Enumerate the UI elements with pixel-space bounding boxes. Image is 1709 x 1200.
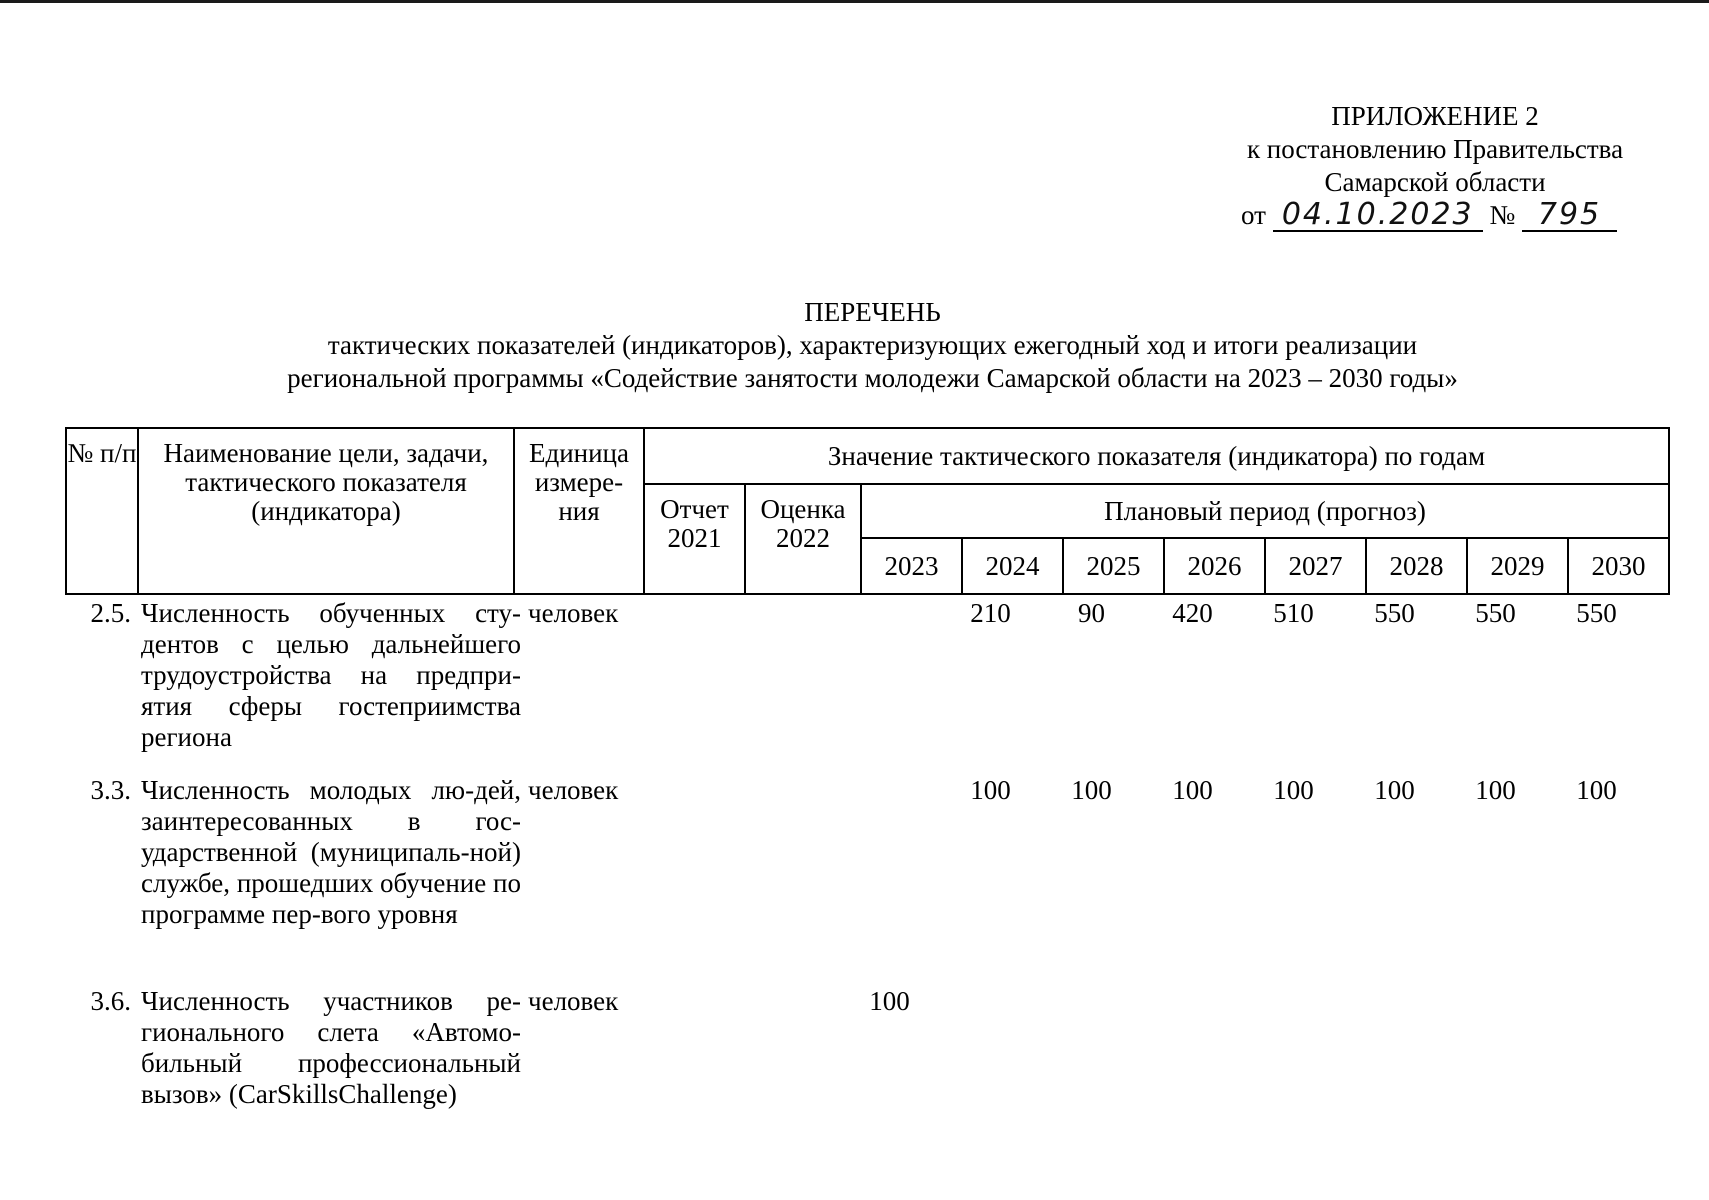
col-values-group: Значение тактического показателя (индикатора) по годам <box>644 428 1669 484</box>
col-year: 2029 <box>1467 538 1568 594</box>
row-value: 100 <box>869 986 910 1016</box>
appendix-stamp <box>1185 100 1685 232</box>
row-unit: человек <box>528 775 619 805</box>
col-year: 2030 <box>1568 538 1669 594</box>
row-value: 100 <box>1071 775 1112 805</box>
row-unit: человек <box>528 986 619 1016</box>
row-number: 3.6. <box>90 986 131 1016</box>
appendix-line-1: к постановлению Правительства <box>1246 134 1624 164</box>
col-unit: Единица измере-ния <box>514 428 644 594</box>
row-unit: человек <box>528 598 619 628</box>
row-value: 100 <box>1576 775 1617 805</box>
indicators-table-header <box>65 427 1670 595</box>
col-number: № п/п <box>66 428 138 594</box>
row-value: 510 <box>1273 598 1314 628</box>
row-name: Численность обученных сту-дентов с целью дальнейшего трудоустройства на предпри-ятия сферы гостеприимства региона <box>141 598 521 752</box>
handwritten-date: 04.10.2023 <box>1273 200 1483 232</box>
col-year: 2026 <box>1164 538 1265 594</box>
col-name: Наименование цели, задачи, тактического показателя (индикатора) <box>138 428 514 594</box>
number-prefix: № <box>1489 200 1516 230</box>
row-value: 100 <box>1475 775 1516 805</box>
col-year: 2024 <box>962 538 1063 594</box>
row-value: 210 <box>970 598 1011 628</box>
heading-line-2: региональной программы «Содействие занятости молодежи Самарской области на 2023 – 2030 годы» <box>287 363 1458 393</box>
heading-title: ПЕРЕЧЕНЬ <box>804 297 941 327</box>
row-value: 420 <box>1172 598 1213 628</box>
col-report: Отчет 2021 <box>644 484 745 594</box>
row-value: 100 <box>970 775 1011 805</box>
row-value: 550 <box>1576 598 1617 628</box>
row-value: 100 <box>1374 775 1415 805</box>
row-value: 550 <box>1374 598 1415 628</box>
date-prefix: от <box>1241 200 1266 230</box>
row-name: Численность участников ре-гионального слета «Автомо-бильный профессиональный вызов» (CarSkillsChallenge) <box>141 986 521 1109</box>
row-name: Численность молодых лю-дей, заинтересованных в гос-ударственной (муниципаль-ной) службе, прошедших обучение по программе пер-вого уровня <box>141 775 521 929</box>
document-heading <box>0 296 1709 395</box>
appendix-line-2: Самарской области <box>1324 167 1546 197</box>
row-number: 3.3. <box>90 775 131 805</box>
appendix-date-line <box>1185 199 1685 232</box>
col-year: 2027 <box>1265 538 1366 594</box>
row-value: 100 <box>1172 775 1213 805</box>
handwritten-number: 795 <box>1522 200 1617 232</box>
appendix-title: ПРИЛОЖЕНИЕ 2 <box>1331 101 1539 131</box>
row-value: 90 <box>1078 598 1105 628</box>
col-year: 2023 <box>861 538 962 594</box>
col-plan-group: Плановый период (прогноз) <box>861 484 1669 538</box>
row-value: 550 <box>1475 598 1516 628</box>
scan-top-edge <box>0 0 1709 3</box>
col-year: 2028 <box>1366 538 1467 594</box>
col-year: 2025 <box>1063 538 1164 594</box>
row-number: 2.5. <box>90 598 131 628</box>
row-value: 100 <box>1273 775 1314 805</box>
col-estimate: Оценка 2022 <box>745 484 861 594</box>
heading-line-1: тактических показателей (индикаторов), характеризующих ежегодный ход и итоги реализации <box>327 330 1418 360</box>
